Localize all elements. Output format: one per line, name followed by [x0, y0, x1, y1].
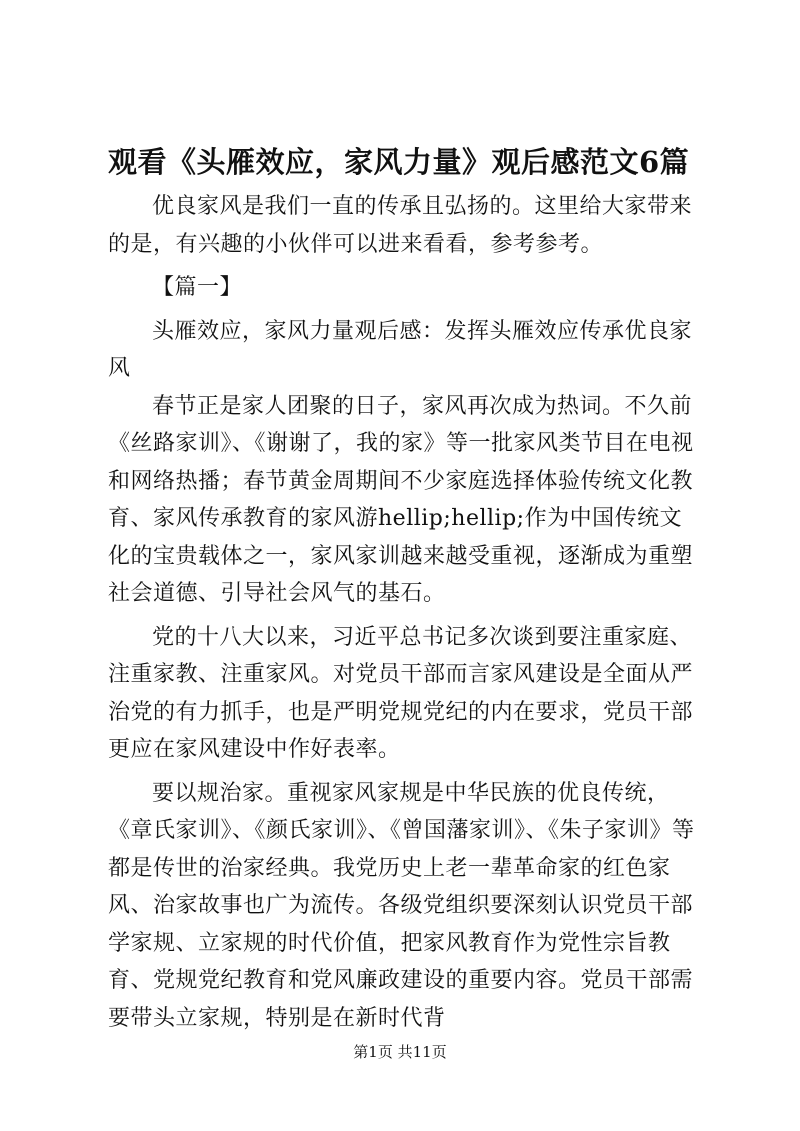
body-paragraph: 党的十八大以来，习近平总书记多次谈到要注重家庭、注重家教、注重家风。对党员干部而言家风建设是全面从严治党的有力抓手，也是严明党规党纪的内在要求，党员干部更应在家风建设中作好表率。 — [108, 624, 694, 762]
page-footer: 第1页 共11页 — [353, 1043, 447, 1061]
subtitle-paragraph: 头雁效应，家风力量观后感：发挥头雁效应传承优良家风 — [108, 318, 693, 381]
intro-paragraph: 优良家风是我们一直的传承且弘扬的。这里给大家带来的是，有兴趣的小伙伴可以进来看看，参考参考。 — [108, 194, 693, 257]
document-body — [108, 188, 696, 1037]
document-title: 观看《头雁效应，家风力量》观后感范文6篇 — [108, 145, 690, 179]
section-heading: 【篇一】 — [152, 275, 243, 300]
body-paragraph: 春节正是家人团聚的日子，家风再次成为热词。不久前《丝路家训》、《谢谢了，我的家》等一批家风类节目在电视和网络热播；春节黄金周期间不少家庭选择体验传统文化教育、家风传承教育的家风游hellip;hellip;作为中国传统文化的宝贵载体之一，家风家训越来越受重视，逐渐成为重塑社会道德、引导社会风气的基石。 — [108, 393, 694, 606]
body-paragraph: 要以规治家。重视家风家规是中华民族的优良传统，《章氏家训》、《颜氏家训》、《曾国藩家训》、《朱子家训》等都是传世的治家经典。我党历史上老一辈革命家的红色家风、治家故事也广为流传。各级党组织要深刻认识党员干部学家规、立家规的时代价值，把家风教育作为党性宗旨教育、党规党纪教育和党风廉政建设的重要内容。党员干部需要带头立家规，特别是在新时代背 — [108, 780, 695, 1031]
